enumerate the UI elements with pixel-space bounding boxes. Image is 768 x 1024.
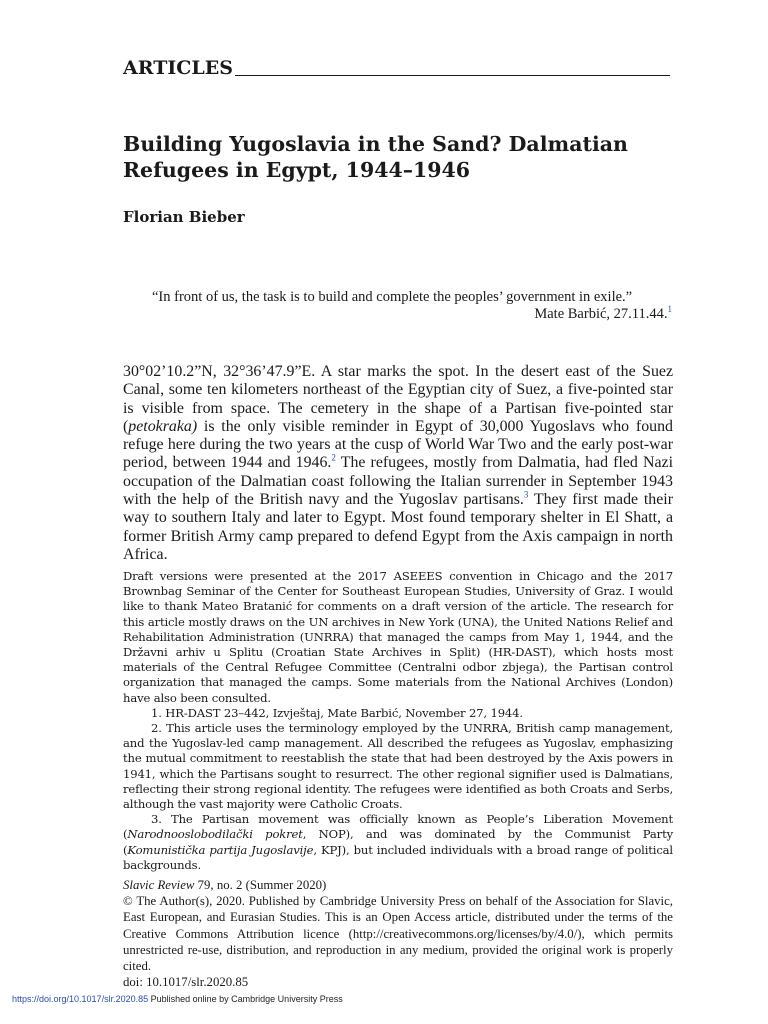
body-text-part2: is the only visible reminder in Egypt of 30,000 Yugoslavs who found refuge here during the two years at the cusp of World War Two and the early post-war period, between 1944 and 1946.: [123, 417, 673, 472]
footnote-ref-2[interactable]: 2: [331, 453, 336, 464]
acknowledgement-note: Draft versions were presented at the 2017 ASEEES convention in Chicago and the 2017 Brownbag Seminar of the Center for Southeast European Studies, University of Graz. I would like to thank Mateo Bratanić for comments on a draft version of the article. The research for this article mostly draws on the UN archives in New York (UNA), the United Nations Relief and Rehabilitation Administration (UNRRA) that managed the camps from May 1, 1944, and the Državni arhiv u Splitu (Croatian State Archives in Split) (HR-DAST), which hosts most materials of the Central Refugee Committee (Centralni odbor zbjega), the Partisan control organization that managed the camps. Some materials from the National Archives (London) have also been consulted.: [123, 569, 673, 705]
page-footer: [12, 993, 343, 1005]
article-author: Florian Bieber: [123, 208, 245, 226]
article-doi: doi: 10.1017/slr.2020.85: [123, 975, 249, 990]
footnote-1: 1. HR-DAST 23–442, Izvještaj, Mate Barbić, November 27, 1944.: [151, 705, 523, 720]
published-online-text: Published online by Cambridge University Press: [148, 994, 343, 1004]
footnotes: [123, 569, 673, 873]
journal-info: [123, 877, 673, 990]
body-text-part3: The refugees, mostly from Dalmatia, had fled Nazi occupation of the Dalmatian coast following the Italian surrender in September 1943 with the help of the British navy and the Yugoslav partisans.: [123, 454, 673, 509]
epigraph-attribution-text: Mate Barbić, 27.11.44.: [534, 306, 668, 322]
footnote-ref-3[interactable]: 3: [523, 489, 529, 500]
journal-issue: 79, no. 2 (Summer 2020): [194, 878, 327, 892]
journal-name: Slavic Review: [123, 878, 195, 892]
body-text-part1: 30°02’10.2”N, 32°36’47.9”E. A star marks the spot. In the desert east of the Suez Canal, some ten kilometers northeast of the Egyptian city of Suez, a five-pointed star is visible from space. The cemetery in the shape of a Partisan five-pointed star (: [123, 363, 673, 435]
epigraph-quote: “In front of us, the task is to build and complete the peoples’ government in exile.”: [152, 289, 633, 305]
footnote-3-italic-b: Komunistička partija Jugoslavije: [127, 842, 314, 857]
epigraph-attribution: [152, 306, 672, 323]
footnote-3-part-c: , KPJ), but included individuals with a broad range of political backgrounds.: [123, 842, 673, 872]
section-header: [123, 56, 670, 80]
footnote-ref-1[interactable]: 1: [667, 304, 672, 315]
journal-citation: [123, 877, 673, 893]
footnote-3-part-a: 3. The Partisan movement was officially known as People’s Liberation Movement (: [123, 812, 673, 842]
footnote-2: 2. This article uses the terminology employed by the UNRRA, British camp management, and the Yugoslav-led camp management. All described the refugees as Yugoslav, emphasizing the mutual commitment to reestablish the state that had been destroyed by the Axis powers in 1941, which the Partisans sought to resurrect. The other regional signifier used is Dalmatians, reflecting their strong regional identity. The refugees were identified as both Croats and Serbs, although the vast majority were Catholic Croats.: [123, 721, 673, 812]
body-text-part4: They first made their way to southern Italy and later to Egypt. Most found temporary shelter in El Shatt, a former British Army camp prepared to defend Egypt from the Axis campaign in north Africa.: [123, 491, 673, 563]
footnote-3: [123, 812, 673, 873]
body-text-italic: petokraka): [128, 417, 198, 435]
body-paragraph: [123, 363, 673, 564]
epigraph: [152, 289, 672, 323]
footnote-3-italic-a: Narodnooslobodilački pokret: [127, 827, 303, 842]
doi-link[interactable]: https://doi.org/10.1017/slr.2020.85: [12, 994, 149, 1004]
section-rule: [235, 75, 670, 76]
footnote-3-part-b: , NOP), and was dominated by the Communist Party (: [123, 827, 673, 857]
section-label: ARTICLES: [123, 57, 233, 79]
article-title: Building Yugoslavia in the Sand? Dalmatian Refugees in Egypt, 1944–1946: [123, 132, 628, 182]
copyright-notice: © The Author(s), 2020. Published by Cambridge University Press on behalf of the Association for Slavic, East European, and Eurasian Studies. This is an Open Access article, distributed under the terms of the Creative Commons Attribution licence (http://creativecommons.org/licenses/by/4.0/), which permits unrestricted re-use, distribution, and reproduction in any medium, provided the original work is properly cited.: [123, 894, 673, 974]
